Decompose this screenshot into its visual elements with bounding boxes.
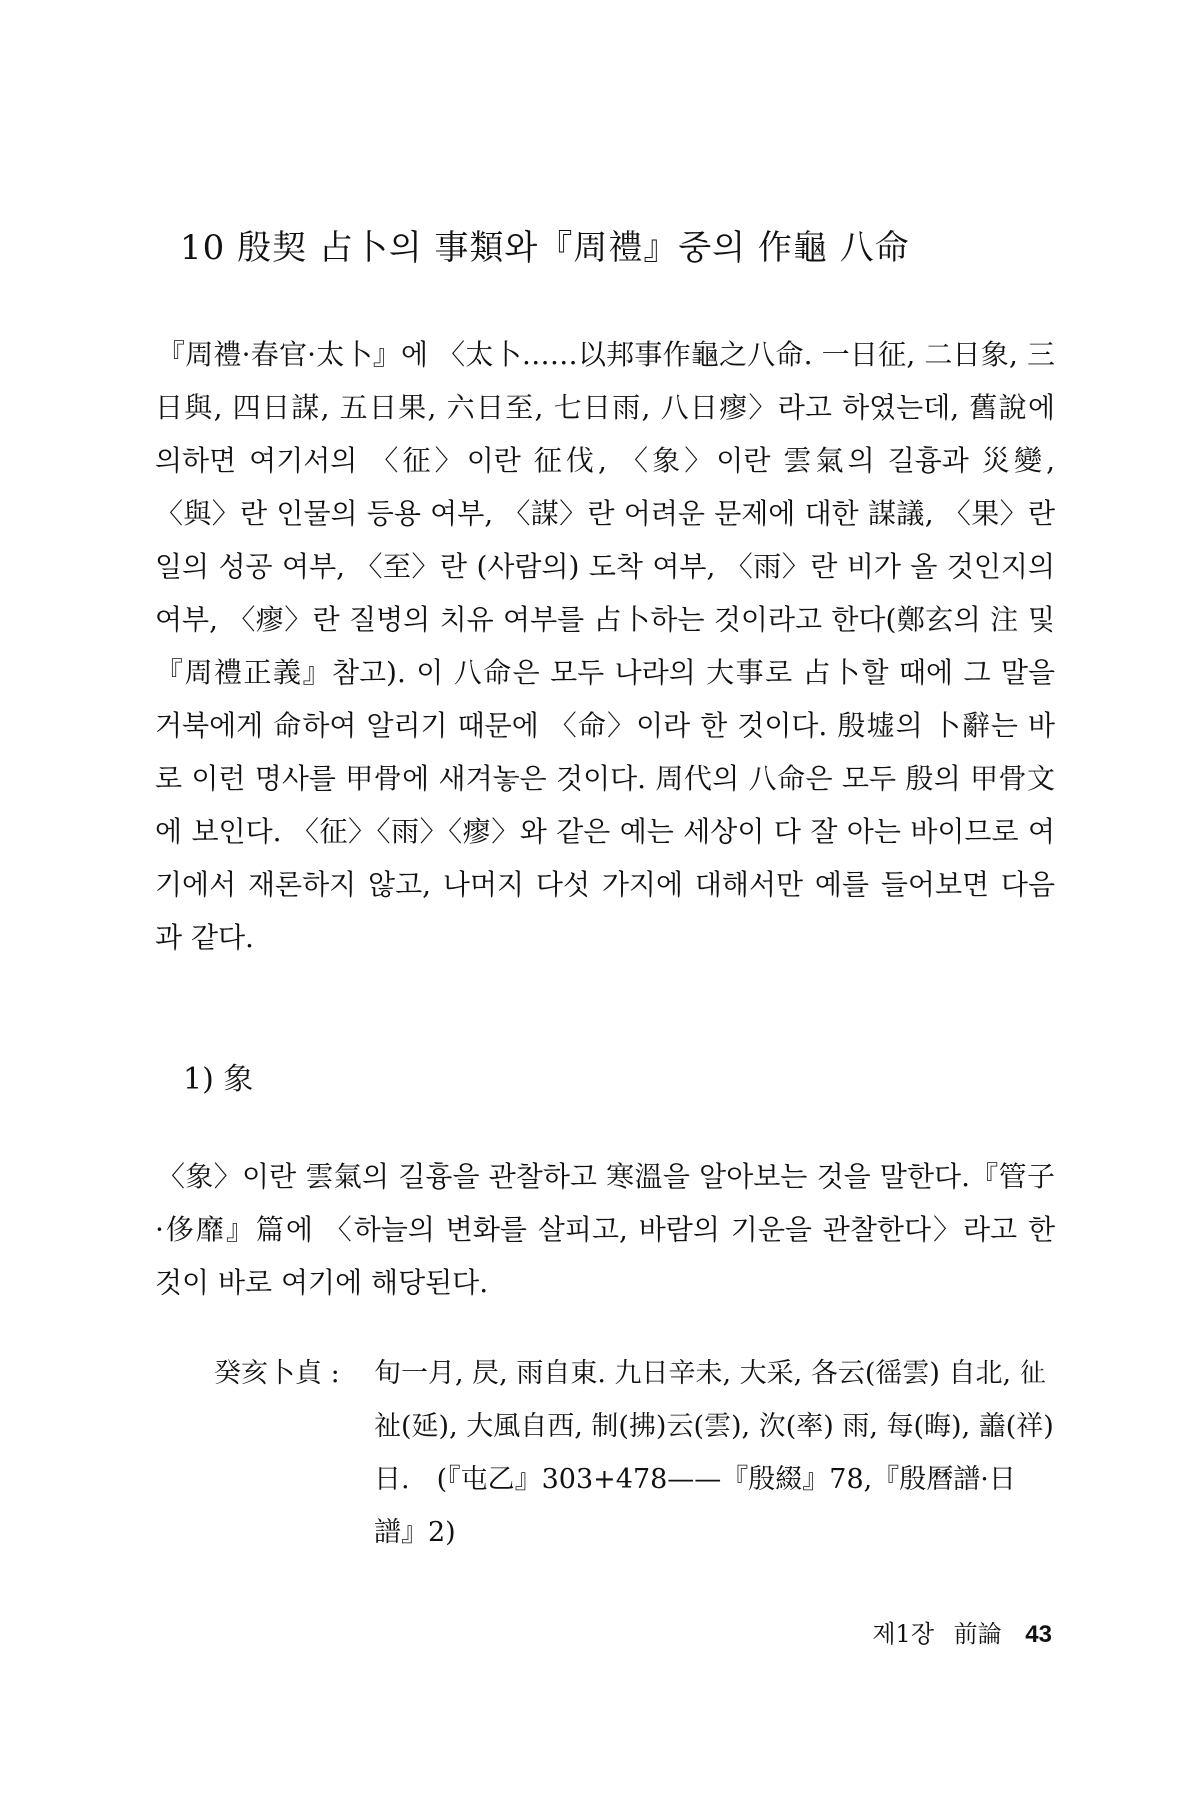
inscription-text: 旬一月, 昃, 雨自東. 九日辛未, 大采, 各云(徭雲) 自北, 𢓊祉(延), 大風自西, 制(拂)云(雲), 㳄(率) 雨, 每(晦), 譱(祥)日. (『屯乙』303+478——『殷綴』78,『殷曆譜·日譜』2): [374, 1358, 1054, 1548]
subsection-heading: 1) 象: [183, 1062, 254, 1097]
inscription-label: 癸亥卜貞 :: [214, 1358, 340, 1389]
paragraph-intro: 『周禮·春官·太卜』에 〈太卜……以邦事作龜之八命. 一日征, 二日象, 三日與, 四日謀, 五日果, 六日至, 七日雨, 八日瘳〉라고 하였는데, 舊說에 의하면 여기서의 〈征〉이란 征伐, 〈象〉이란 雲氣의 길흉과 災變, 〈與〉란 인물의 등용 여부, 〈謀〉란 어려운 문제에 대한 謀議, 〈果〉란 일의 성공 여부, 〈至〉란 (사람의) 도착 여부, 〈雨〉란 비가 올 것인지의 여부, 〈瘳〉란 질병의 치유 여부를 占卜하는 것이라고 한다(鄭玄의 注 및『周禮正義』참고). 이 八命은 모두 나라의 大事로 占卜할 때에 그 말을 거북에게 命하여 알리기 때문에 〈命〉이라 한 것이다. 殷墟의 卜辭는 바로 이런 명사를 甲骨에 새겨놓은 것이다. 周代의 八命은 모두 殷의 甲骨文에 보인다. 〈征〉〈雨〉〈瘳〉와 같은 예는 세상이 다 잘 아는 바이므로 여기에서 재론하지 않고, 나머지 다섯 가지에 대해서만 예를 들어보면 다음과 같다.: [155, 338, 1055, 954]
page-footer: [872, 1618, 1052, 1651]
oracle-inscription: [214, 1347, 1054, 1559]
paragraph-象: 〈象〉이란 雲氣의 길흉을 관찰하고 寒溫을 알아보는 것을 말한다.『管子·侈靡』篇에 〈하늘의 변화를 살피고, 바람의 기운을 관찰한다〉라고 한 것이 바로 여기에 해당된다.: [155, 1160, 1055, 1299]
section-title: 10 殷契 占卜의 事類와『周禮』중의 作龜 八命: [180, 228, 910, 268]
footer-part: 前論: [953, 1620, 1002, 1648]
page-number: 43: [1025, 1621, 1052, 1648]
footer-chapter: 제1장: [872, 1620, 935, 1648]
